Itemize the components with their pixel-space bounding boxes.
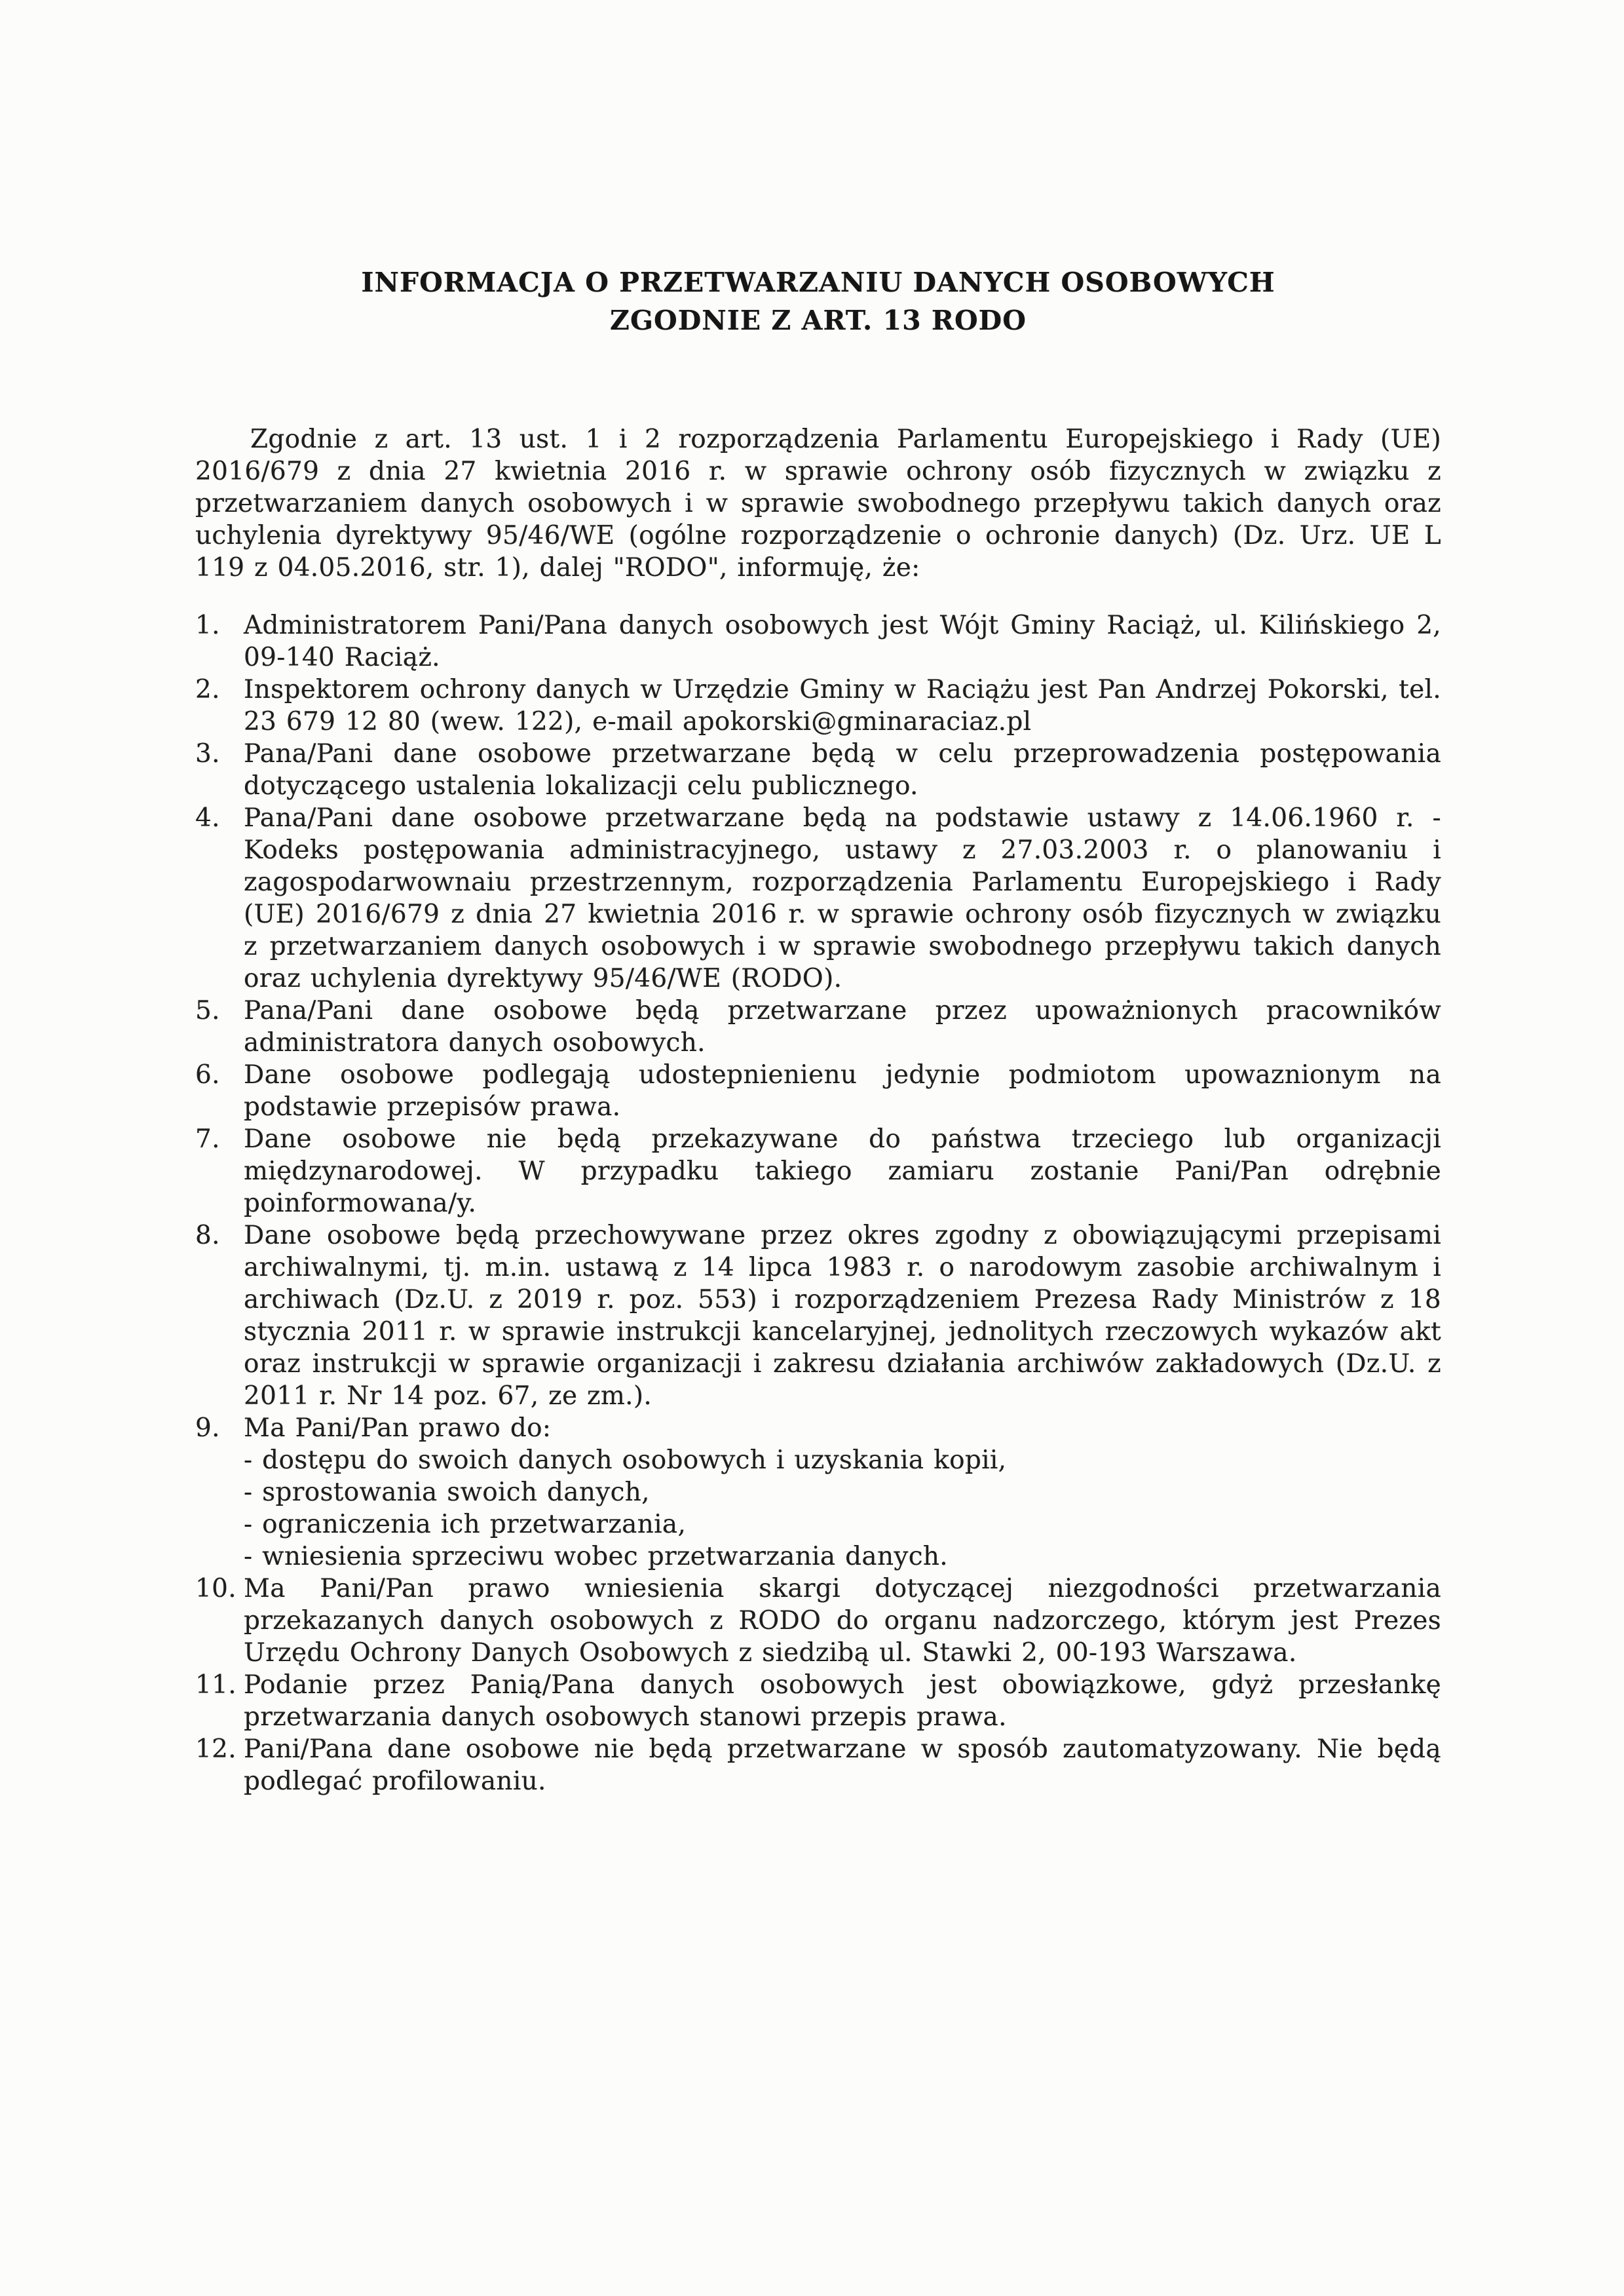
list-item bbox=[195, 802, 1441, 995]
list-item bbox=[195, 1733, 1441, 1797]
list-item bbox=[195, 995, 1441, 1059]
list-item-number: 2. bbox=[195, 675, 220, 704]
rights-sub-item: - wniesienia sprzeciwu wobec przetwarzania danych. bbox=[244, 1542, 948, 1571]
list-item-text: Dane osobowe będą przechowywane przez okres zgodny z obowiązującymi przepisami archiwalnymi, tj. m.in. ustawą z 14 lipca 1983 r. o narodowym zasobie archiwalnym i archiwach (Dz.U. z 2019 r. poz. 553) i rozporządzeniem Prezesa Rady Ministrów z 18 stycznia 2011 r. w sprawie instrukcji kancelaryjnej, jednolitych rzeczowych wykazów akt oraz instrukcji w sprawie organizacji i zakresu działania archiwów zakładowych (Dz.U. z 2011 r. Nr 14 poz. 67, ze zm.). bbox=[244, 1221, 1441, 1411]
list-item-text: Pani/Pana dane osobowe nie będą przetwarzane w sposób zautomatyzowany. Nie będą podlegać profilowaniu. bbox=[244, 1734, 1441, 1796]
list-item-number: 6. bbox=[195, 1060, 220, 1090]
list-item bbox=[195, 1412, 1441, 1573]
document-title-line2: ZGODNIE Z ART. 13 RODO bbox=[610, 305, 1027, 336]
list-item-text: Inspektorem ochrony danych w Urzędzie Gminy w Raciążu jest Pan Andrzej Pokorski, tel. 23 679 12 80 (wew. 122), e-mail apokorski@gminaraciaz.pl bbox=[244, 675, 1441, 737]
list-item-text: Dane osobowe nie będą przekazywane do państwa trzeciego lub organizacji międzynarodowej. W przypadku takiego zamiaru zostanie Pani/Pan odrębnie poinformowana/y. bbox=[244, 1124, 1441, 1218]
list-item-number: 7. bbox=[195, 1124, 220, 1154]
list-item-text: Pana/Pani dane osobowe będą przetwarzane przez upoważnionych pracowników administratora danych osobowych. bbox=[244, 996, 1441, 1058]
list-item-number: 11. bbox=[195, 1670, 236, 1700]
document-content bbox=[195, 263, 1441, 1797]
list-item-number: 9. bbox=[195, 1413, 220, 1443]
list-item-text: Pana/Pani dane osobowe przetwarzane będą w celu przeprowadzenia postępowania dotyczącego ustalenia lokalizacji celu publicznego. bbox=[244, 739, 1441, 801]
list-item bbox=[195, 609, 1441, 674]
list-item-number: 4. bbox=[195, 803, 220, 833]
document-title bbox=[195, 263, 1441, 339]
list-item-number: 3. bbox=[195, 739, 220, 769]
rights-sub-item: - ograniczenia ich przetwarzania, bbox=[244, 1510, 687, 1539]
list-item-number: 8. bbox=[195, 1221, 220, 1250]
list-item-number: 1. bbox=[195, 611, 220, 640]
list-item bbox=[195, 1123, 1441, 1219]
rights-sub-item: - dostępu do swoich danych osobowych i uzyskania kopii, bbox=[244, 1445, 1007, 1475]
list-item bbox=[195, 1573, 1441, 1669]
list-item-text: Podanie przez Panią/Pana danych osobowych jest obowiązkowe, gdyż przesłankę przetwarzania danych osobowych stanowi przepis prawa. bbox=[244, 1670, 1441, 1732]
numbered-list bbox=[195, 609, 1441, 1797]
list-item bbox=[195, 1059, 1441, 1123]
list-item-text: Ma Pani/Pan prawo wniesienia skargi dotyczącej niezgodności przetwarzania przekazanych danych osobowych z RODO do organu nadzorczego, którym jest Prezes Urzędu Ochrony Danych Osobowych z siedzibą ul. Stawki 2, 00-193 Warszawa. bbox=[244, 1574, 1441, 1668]
list-item-text: Dane osobowe podlegają udostepnienienu jedynie podmiotom upowaznionym na podstawie przepisów prawa. bbox=[244, 1060, 1441, 1122]
intro-paragraph: Zgodnie z art. 13 ust. 1 i 2 rozporządzenia Parlamentu Europejskiego i Rady (UE) 2016/679 z dnia 27 kwietnia 2016 r. w sprawie ochrony osób fizycznych w związku z przetwarzaniem danych osobowych i w sprawie swobodnego przepływu takich danych oraz uchylenia dyrektywy 95/46/WE (ogólne rozporządzenie o ochronie danych) (Dz. Urz. UE L 119 z 04.05.2016, str. 1), dalej "RODO", informuję, że: bbox=[195, 425, 1441, 583]
list-item bbox=[195, 1219, 1441, 1412]
list-item bbox=[195, 1669, 1441, 1733]
list-item-text: Pana/Pani dane osobowe przetwarzane będą na podstawie ustawy z 14.06.1960 r. - Kodeks postępowania administracyjnego, ustawy z 27.03.2003 r. o planowaniu i zagospodarwownaiu przestrzennym, rozporządzenia Parlamentu Europejskiego i Rady (UE) 2016/679 z dnia 27 kwietnia 2016 r. w sprawie ochrony osób fizycznych w związku z przetwarzaniem danych osobowych i w sprawie swobodnego przepływu takich danych oraz uchylenia dyrektywy 95/46/WE (RODO). bbox=[244, 803, 1441, 993]
list-item-text: Administratorem Pani/Pana danych osobowych jest Wójt Gminy Raciąż, ul. Kilińskiego 2, 09-140 Raciąż. bbox=[244, 611, 1441, 672]
list-item-number: 5. bbox=[195, 996, 220, 1025]
list-item bbox=[195, 738, 1441, 802]
rights-sub-item: - sprostowania swoich danych, bbox=[244, 1478, 650, 1507]
list-item-number: 12. bbox=[195, 1734, 236, 1764]
list-item bbox=[195, 674, 1441, 738]
list-item-text-line: Ma Pani/Pan prawo do: bbox=[244, 1413, 552, 1443]
document-title-line1: INFORMACJA O PRZETWARZANIU DANYCH OSOBOWYCH bbox=[361, 267, 1275, 298]
list-item-number: 10. bbox=[195, 1574, 236, 1603]
list-item-text bbox=[244, 1412, 1441, 1573]
